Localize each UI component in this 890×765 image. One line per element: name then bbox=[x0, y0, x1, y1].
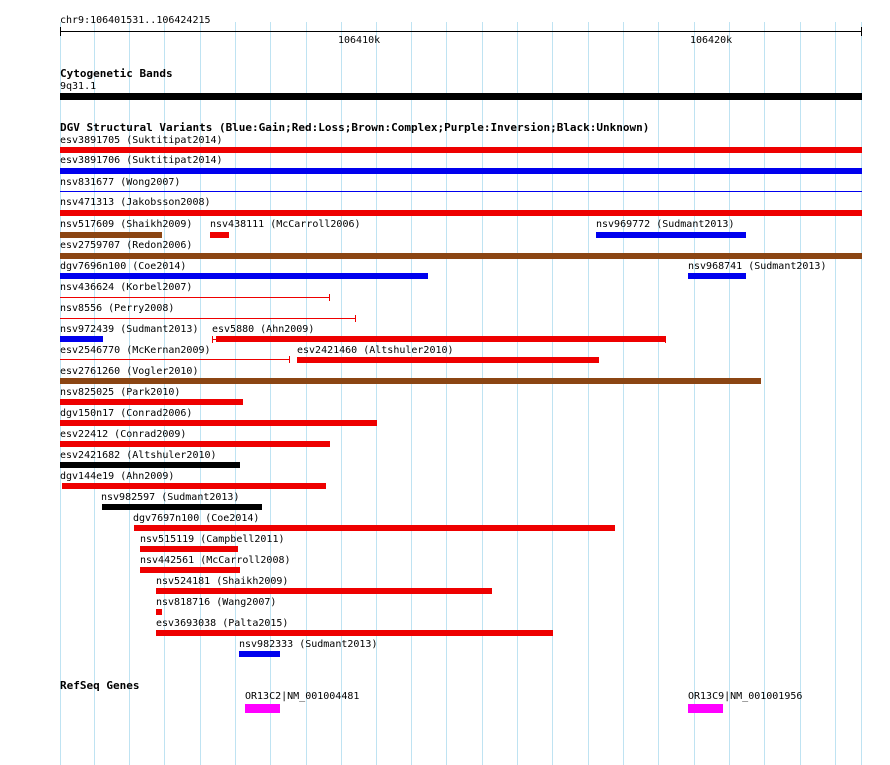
variant-feature-dgv7697n100[interactable] bbox=[134, 525, 615, 531]
variant-end-cap bbox=[355, 315, 356, 322]
variant-label-nsv982333: nsv982333 (Sudmant2013) bbox=[239, 639, 378, 650]
gridline bbox=[658, 22, 659, 765]
gene-label-OR13C9: OR13C9|NM_001001956 bbox=[688, 691, 803, 702]
ruler-axis bbox=[60, 31, 862, 32]
variant-label-nsv8556: nsv8556 (Perry2008) bbox=[60, 303, 175, 314]
variant-feature-nsv515119[interactable] bbox=[140, 546, 238, 552]
variant-label-nsv818716: nsv818716 (Wang2007) bbox=[156, 597, 277, 608]
ruler-tick-label-106420k: 106420k bbox=[690, 35, 733, 46]
variant-label-esv5880: esv5880 (Ahn2009) bbox=[212, 324, 315, 335]
variant-label-esv2761260: esv2761260 (Vogler2010) bbox=[60, 366, 199, 377]
variant-label-esv22412: esv22412 (Conrad2009) bbox=[60, 429, 187, 440]
track-title-dgv[interactable]: DGV Structural Variants (Blue:Gain;Red:Loss;Brown:Complex;Purple:Inversion;Black:Unknown) bbox=[60, 121, 650, 134]
variant-label-nsv471313: nsv471313 (Jakobsson2008) bbox=[60, 197, 211, 208]
variant-feature-esv2761260[interactable] bbox=[60, 378, 761, 384]
gridline bbox=[861, 22, 862, 765]
variant-label-esv2546770: esv2546770 (McKernan2009) bbox=[60, 345, 211, 356]
variant-feature-esv2759707[interactable] bbox=[60, 253, 862, 259]
variant-feature-nsv982333[interactable] bbox=[239, 651, 280, 657]
variant-feature-nsv818716[interactable] bbox=[156, 609, 162, 615]
variant-connector bbox=[212, 339, 216, 340]
gridline bbox=[729, 22, 730, 765]
variant-label-nsv982597: nsv982597 (Sudmant2013) bbox=[101, 492, 240, 503]
gene-feature-OR13C2[interactable] bbox=[245, 704, 280, 713]
variant-feature-esv3693038[interactable] bbox=[156, 630, 553, 636]
variant-feature-esv5880[interactable] bbox=[216, 336, 666, 342]
variant-label-esv2421682: esv2421682 (Altshuler2010) bbox=[60, 450, 217, 461]
gene-feature-OR13C9[interactable] bbox=[688, 704, 723, 713]
variant-end-cap bbox=[289, 356, 290, 363]
variant-label-esv3693038: esv3693038 (Palta2015) bbox=[156, 618, 289, 629]
gridline bbox=[764, 22, 765, 765]
gene-label-OR13C2: OR13C2|NM_001004481 bbox=[245, 691, 360, 702]
variant-label-dgv7697n100: dgv7697n100 (Coe2014) bbox=[133, 513, 260, 524]
variant-feature-nsv524181[interactable] bbox=[156, 588, 492, 594]
variant-feature-nsv438111[interactable] bbox=[210, 232, 229, 238]
variant-feature-nsv831677[interactable] bbox=[60, 191, 862, 192]
variant-feature-esv3891705[interactable] bbox=[60, 147, 862, 153]
variant-label-nsv515119: nsv515119 (Campbell2011) bbox=[140, 534, 285, 545]
variant-feature-nsv982597[interactable] bbox=[102, 504, 262, 510]
variant-label-nsv972439: nsv972439 (Sudmant2013) bbox=[60, 324, 199, 335]
variant-label-nsv524181: nsv524181 (Shaikh2009) bbox=[156, 576, 289, 587]
variant-label-dgv150n17: dgv150n17 (Conrad2006) bbox=[60, 408, 193, 419]
track-title-refseq[interactable]: RefSeq Genes bbox=[60, 679, 140, 692]
variant-label-nsv442561: nsv442561 (McCarroll2008) bbox=[140, 555, 291, 566]
variant-label-esv2421460: esv2421460 (Altshuler2010) bbox=[297, 345, 454, 356]
gridline bbox=[800, 22, 801, 765]
variant-feature-dgv144e19[interactable] bbox=[62, 483, 326, 489]
variant-feature-nsv436624[interactable] bbox=[60, 297, 330, 298]
cytoband-label: 9q31.1 bbox=[60, 81, 97, 92]
ruler-left-tick bbox=[60, 27, 61, 36]
variant-feature-nsv471313[interactable] bbox=[60, 210, 862, 216]
ruler-right-tick bbox=[861, 27, 862, 36]
variant-feature-nsv517609[interactable] bbox=[60, 232, 162, 238]
variant-feature-nsv8556[interactable] bbox=[60, 318, 356, 319]
variant-feature-nsv968741[interactable] bbox=[688, 273, 746, 279]
variant-label-esv3891705: esv3891705 (Suktitipat2014) bbox=[60, 135, 223, 146]
variant-feature-nsv972439[interactable] bbox=[60, 336, 103, 342]
variant-label-dgv7696n100: dgv7696n100 (Coe2014) bbox=[60, 261, 187, 272]
variant-feature-nsv442561[interactable] bbox=[140, 567, 240, 573]
variant-feature-dgv7696n100[interactable] bbox=[60, 273, 428, 279]
variant-feature-dgv150n17[interactable] bbox=[60, 420, 377, 426]
variant-feature-esv2421682[interactable] bbox=[60, 462, 240, 468]
variant-feature-esv2546770[interactable] bbox=[60, 359, 290, 360]
variant-feature-nsv825025[interactable] bbox=[60, 399, 243, 405]
variant-label-esv2759707: esv2759707 (Redon2006) bbox=[60, 240, 193, 251]
variant-label-dgv144e19: dgv144e19 (Ahn2009) bbox=[60, 471, 175, 482]
variant-label-nsv436624: nsv436624 (Korbel2007) bbox=[60, 282, 193, 293]
cytoband-bar[interactable] bbox=[60, 93, 862, 100]
locus-label: chr9:106401531..106424215 bbox=[60, 15, 211, 26]
ruler-tick-label-106410k: 106410k bbox=[338, 35, 381, 46]
gridline bbox=[694, 22, 695, 765]
variant-label-nsv438111: nsv438111 (McCarroll2006) bbox=[210, 219, 361, 230]
track-title-cytoband[interactable]: Cytogenetic Bands bbox=[60, 67, 173, 80]
variant-end-cap bbox=[665, 336, 666, 343]
variant-label-esv3891706: esv3891706 (Suktitipat2014) bbox=[60, 155, 223, 166]
gridline bbox=[835, 22, 836, 765]
variant-feature-esv2421460[interactable] bbox=[297, 357, 599, 363]
variant-label-nsv825025: nsv825025 (Park2010) bbox=[60, 387, 181, 398]
variant-label-nsv969772: nsv969772 (Sudmant2013) bbox=[596, 219, 735, 230]
variant-end-cap bbox=[329, 294, 330, 301]
variant-feature-nsv969772[interactable] bbox=[596, 232, 746, 238]
variant-feature-esv22412[interactable] bbox=[60, 441, 330, 447]
variant-label-nsv831677: nsv831677 (Wong2007) bbox=[60, 177, 181, 188]
variant-label-nsv968741: nsv968741 (Sudmant2013) bbox=[688, 261, 827, 272]
variant-label-nsv517609: nsv517609 (Shaikh2009) bbox=[60, 219, 193, 230]
variant-feature-esv3891706[interactable] bbox=[60, 168, 862, 174]
